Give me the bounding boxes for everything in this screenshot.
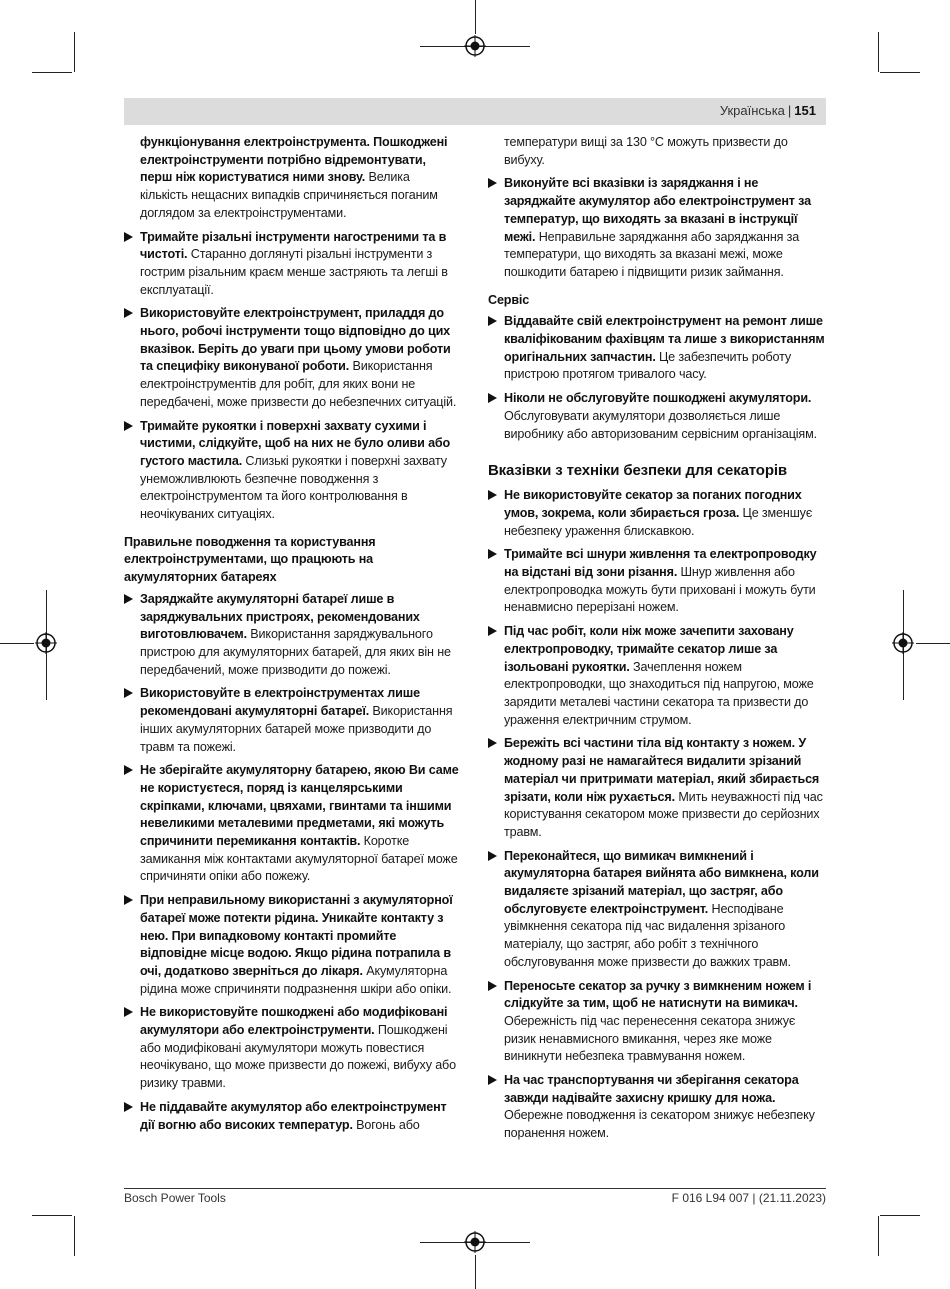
item-normal: Вогонь або bbox=[352, 1117, 420, 1132]
item-bold: Бережіть всі частини тіла від контакту з ножем. У жодному разі не намагайтеся видалити зрізаний матеріал чи притримати матеріал, який збирається зрізати, коли ніж рухається. bbox=[504, 736, 820, 804]
intro-paragraph bbox=[124, 134, 460, 223]
item-normal: Це зменшує небезпеку ураження блискавкою. bbox=[504, 505, 813, 538]
list-item bbox=[124, 591, 460, 680]
footer-divider bbox=[124, 1188, 826, 1189]
list-item bbox=[124, 892, 460, 998]
item-normal: Обережне поводження із секатором знижує небезпеку поранення ножем. bbox=[504, 1108, 815, 1141]
bullet-triangle-icon bbox=[124, 421, 133, 431]
bullet-triangle-icon bbox=[488, 1075, 497, 1085]
item-bold: Використовуйте в електроінструментах лише рекомендовані акумуляторні батареї. bbox=[140, 686, 420, 719]
footer-doc-code: F 016 L94 007 | (21.11.2023) bbox=[671, 1191, 826, 1205]
list-item bbox=[488, 848, 826, 972]
item-bold: Під час робіт, коли ніж може зачепити заховану електропроводку, тримайте секатор лише за ізольовані рукоятки. bbox=[504, 624, 794, 674]
bullet-triangle-icon bbox=[488, 393, 497, 403]
item-normal: Несподіване увімкнення секатора під час видалення зрізаного матеріалу, що застряг, або робіт з технічного обслуговування може призвести до важких травм. bbox=[504, 901, 791, 969]
item-normal: Використання електроінструментів для робіт, для яких вони не передбачені, може призвести до небезпечних ситуацій. bbox=[140, 359, 457, 409]
list-item bbox=[488, 390, 826, 443]
crop-mark bbox=[74, 32, 75, 72]
registration-mark-icon bbox=[892, 632, 914, 654]
item-normal: Пошкоджені або модифіковані акумулятори можуть повестися неочікувано, що може призвести до пожежі, вибуху або ризику травми. bbox=[140, 1023, 456, 1091]
crop-mark bbox=[878, 1216, 879, 1256]
item-normal: Використання заряджувального пристрою для акумуляторних батарей, для яких він не передбачений, може призводити до пожежі. bbox=[140, 627, 451, 677]
item-bold: Переносьте секатор за ручку з вимкненим ножем і слідкуйте за тим, щоб не натиснути на вимикач. bbox=[504, 978, 812, 1011]
item-bold: На час транспортування чи зберігання секатора завжди надівайте захисну кришку для ножа. bbox=[504, 1073, 799, 1105]
item-bold: При неправильному використанні з акумуляторної батареї може потекти рідина. Уникайте контакту з нею. При випадковому контакті промийте відповідне місце водою. Якщо рідина потрапила в очі, додатково зверніться до лікаря. bbox=[140, 893, 453, 978]
list-item bbox=[124, 762, 460, 886]
right-column bbox=[488, 134, 826, 1149]
list-item bbox=[488, 313, 826, 384]
service-heading: Сервіс bbox=[488, 292, 530, 307]
bullet-triangle-icon bbox=[124, 594, 133, 604]
item-bold: Тримайте різальні інструменти нагостреними та в чистоті. bbox=[140, 229, 447, 262]
left-column bbox=[124, 134, 460, 1140]
item-normal: Неправильне заряджання або заряджання за температури, що виходять за вказані межі, може пошкодити батарею і підвищити ризик займання. bbox=[504, 229, 800, 279]
list-item bbox=[124, 1099, 460, 1134]
item-bold: Не використовуйте секатор за поганих погодних умов, зокрема, коли збирається гроза. bbox=[504, 488, 802, 520]
list-item bbox=[488, 487, 826, 540]
crop-mark bbox=[916, 643, 950, 644]
header-separator: | bbox=[787, 103, 792, 118]
item-normal: Шнур живлення або електропроводка можуть бути приховані і можуть бути ненавмисно перерізані ножем. bbox=[504, 565, 816, 615]
list-item bbox=[488, 546, 826, 617]
list-item bbox=[124, 305, 460, 411]
page-header bbox=[124, 98, 826, 125]
item-bold: Переконайтеся, що вимикач вимкнений і акумуляторна батарея вийнята або вимкнена, коли видаляєте зрізаний матеріал, що застряг, або обслуговуєте електроінструмент. bbox=[504, 848, 819, 916]
bullet-triangle-icon bbox=[124, 308, 133, 318]
registration-mark-icon bbox=[464, 35, 486, 57]
item-bold: Ніколи не обслуговуйте пошкоджені акумулятори. bbox=[504, 391, 812, 406]
crop-mark bbox=[475, 1255, 476, 1289]
bullet-triangle-icon bbox=[488, 178, 497, 188]
list-item bbox=[124, 685, 460, 756]
crop-mark bbox=[32, 1215, 72, 1216]
bullet-triangle-icon bbox=[124, 688, 133, 698]
item-normal: Зачеплення ножем електропроводки, що знаходиться під напругою, може зарядити металеві частини секатора та призвести до ураження електричним струмом. bbox=[504, 659, 814, 727]
registration-mark-icon bbox=[35, 632, 57, 654]
bullet-triangle-icon bbox=[488, 738, 497, 748]
item-bold: Не зберігайте акумуляторну батарею, якою Ви саме не користуєтеся, поряд із канцелярськими скріпками, ключами, цвяхами, гвинтами та іншими невеликими металевими предметами, які можуть спричинити перемикання контактів. bbox=[140, 763, 459, 849]
item-normal: Слизькі рукоятки і поверхні захвату унеможливлюють безпечне поводження з електроінструментом та його контролювання в неочікуваних ситуаціях. bbox=[140, 453, 447, 522]
item-normal: Це забезпечить роботу пристрою протягом тривалого часу. bbox=[504, 349, 792, 382]
bullet-triangle-icon bbox=[124, 232, 133, 242]
bullet-triangle-icon bbox=[124, 1007, 133, 1017]
list-item bbox=[488, 175, 826, 281]
list-item bbox=[488, 978, 826, 1067]
item-bold: Виконуйте всі вказівки із заряджання і не заряджайте акумулятор або електроінструмент за температур, що виходять за вказані в інструкції межі. bbox=[504, 176, 811, 244]
item-bold: Не використовуйте пошкоджені або модифіковані акумулятори або електроінструменти. bbox=[140, 1005, 448, 1038]
crop-mark bbox=[878, 32, 879, 72]
item-normal: Старанно доглянуті різальні інструменти з гострим різальним краєм менше застряють та легші в експлуатації. bbox=[140, 247, 448, 297]
footer-brand: Bosch Power Tools bbox=[124, 1191, 226, 1205]
item-bold: Тримайте всі шнури живлення та електропроводку на відстані від зони різання. bbox=[504, 547, 817, 580]
item-bold: Тримайте рукоятки і поверхні захвату сухими і чистими, слідкуйте, щоб на них не було оливи або густого мастила. bbox=[140, 418, 451, 468]
item-normal: Обслуговувати акумулятори дозволяється лише виробнику або авторизованим сервісним організаціям. bbox=[504, 408, 817, 441]
item-bold: Не піддавайте акумулятор або електроінструмент дії вогню або високих температур. bbox=[140, 1099, 447, 1132]
crop-mark bbox=[880, 1215, 920, 1216]
bullet-triangle-icon bbox=[488, 316, 497, 326]
crop-mark bbox=[475, 0, 476, 34]
list-item bbox=[124, 418, 460, 524]
registration-mark-icon bbox=[464, 1231, 486, 1253]
pruner-safety-heading: Вказівки з техніки безпеки для секаторів bbox=[488, 462, 787, 480]
bullet-triangle-icon bbox=[488, 549, 497, 559]
crop-mark bbox=[0, 643, 34, 644]
bullet-triangle-icon bbox=[488, 851, 497, 861]
list-item bbox=[488, 623, 826, 729]
item-normal: Мить неуважності під час користування секатором може призвести до серйозних травм. bbox=[504, 789, 823, 839]
battery-subheading: Правильне поводження та користування електроінструментами, що працюють на акумуляторних батареях bbox=[124, 534, 376, 585]
page-number: 151 bbox=[794, 103, 816, 118]
header-language: Українська bbox=[719, 103, 785, 118]
intro-bold: функціонування електроінструмента. Пошкоджені електроінструменти потрібно відремонтувати, перш ніж користуватися ними знову. bbox=[140, 135, 448, 185]
item-normal: Обережність під час перенесення секатора знижує ризик ненавмисного вмикання, через яке може виникнути небезпека травмування ножем. bbox=[504, 1013, 796, 1064]
item-normal: Акумуляторна рідина може спричиняти подразнення шкіри або опіки. bbox=[140, 963, 452, 996]
crop-mark bbox=[32, 72, 72, 73]
list-item bbox=[124, 229, 460, 300]
bullet-triangle-icon bbox=[124, 1102, 133, 1112]
item-bold: Віддавайте свій електроінструмент на ремонт лише кваліфікованим фахівцям та лише з використанням оригінальних запчастин. bbox=[504, 314, 825, 364]
bullet-triangle-icon bbox=[488, 981, 497, 991]
bullet-triangle-icon bbox=[488, 626, 497, 636]
item-normal: Використання інших акумуляторних батарей може призводити до травм та пожежі. bbox=[140, 704, 453, 754]
item-normal: Коротке замикання між контактами акумуляторної батареї може спричиняти опіки або пожежу. bbox=[140, 834, 458, 884]
crop-mark bbox=[74, 1216, 75, 1256]
crop-mark bbox=[880, 72, 920, 73]
intro-normal: Велика кількість нещасних випадків спричиняється поганим доглядом за електроінструментами. bbox=[140, 170, 438, 220]
continuation-paragraph: температури вищі за 130 °C можуть призвести до вибуху. bbox=[504, 135, 788, 167]
list-item bbox=[124, 1004, 460, 1093]
bullet-triangle-icon bbox=[124, 895, 133, 905]
item-bold: Використовуйте електроінструмент, приладдя до нього, робочі інструменти тощо відповідно до цих вказівок. Беріть до уваги при цьому умови роботи та специфіку виконуваної роботи. bbox=[140, 306, 451, 374]
list-item bbox=[488, 735, 826, 841]
list-item bbox=[488, 1072, 826, 1143]
bullet-triangle-icon bbox=[124, 765, 133, 775]
item-bold: Заряджайте акумуляторні батареї лише в заряджувальних пристроях, рекомендованих виготовлювачем. bbox=[140, 591, 420, 642]
bullet-triangle-icon bbox=[488, 490, 497, 500]
header-label bbox=[720, 103, 816, 118]
